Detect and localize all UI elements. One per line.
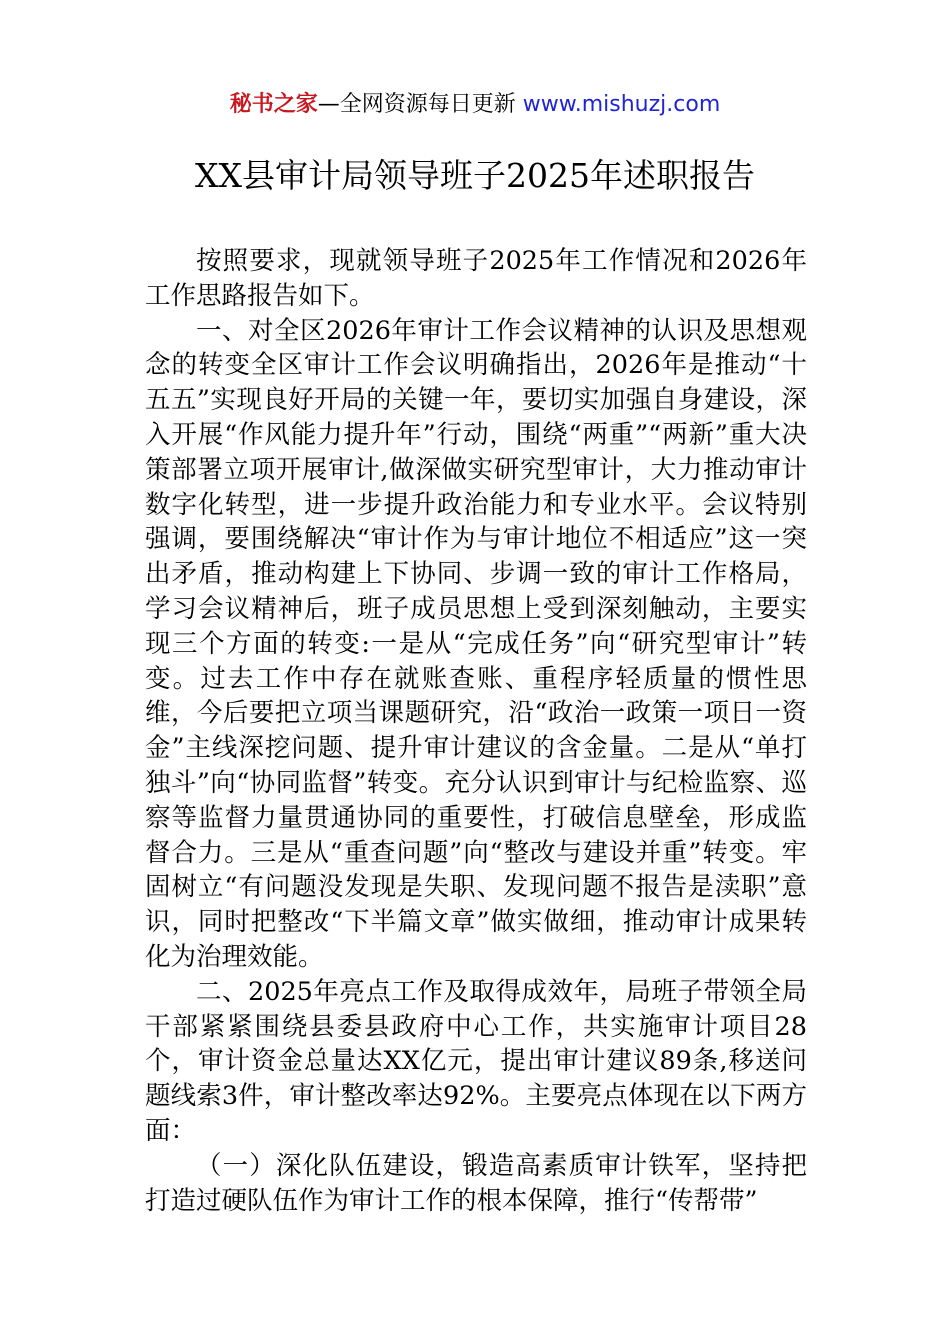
paragraph-intro: 按照要求，现就领导班子2025年工作情况和2026年工作思路报告如下。: [145, 246, 807, 311]
document-body: [145, 244, 807, 1218]
site-url-link[interactable]: www.mishuzj.com: [522, 92, 721, 117]
brand-name: 秘书之家: [229, 92, 318, 117]
paragraph-subsection-1: （一）深化队伍建设，锻造高素质审计铁军，坚持把打造过硬队伍作为审计工作的根本保障，推行“传帮带”: [145, 1150, 807, 1216]
site-tagline: —全网资源每日更新: [317, 92, 523, 117]
paragraph-section-2: 二、2025年亮点工作及取得成效年，局班子带领全局干部紧紧围绕县委县政府中心工作，共实施审计项目28个，审计资金总量达XX亿元，提出审计建议89条,移送问题线索3件，审计整改率达92%。主要亮点体现在以下两方面：: [145, 976, 807, 1146]
paragraph-section-1: 一、对全区2026年审计工作会议精神的认识及思想观念的转变全区审计工作会议明确指出，2026年是推动“十五五”实现良好开局的关键一年，要切实加强自身建设，深入开展“作风能力提升年”行动，围绕“两重”“两新”重大决策部署立项开展审计,做深做实研究型审计，大力推动审计数字化转型，进一步提升政治能力和专业水平。会议特别强调，要围绕解决“审计作为与审计地位不相适应”这一突出矛盾，推动构建上下协同、步调一致的审计工作格局，学习会议精神后，班子成员思想上受到深刻触动，主要实现三个方面的转变:一是从“完成任务”向“研究型审计”转变。过去工作中存在就账查账、重程序轻质量的惯性思维，今后要把立项当课题研究，沿“政治一政策一项日一资金”主线深挖问题、提升审计建议的含金量。二是从“单打独斗”向“协同监督”转变。充分认识到审计与纪检监察、巡察等监督力量贯通协同的重要性，打破信息壁垒，形成监督合力。三是从“重查问题”向“整改与建设并重”转变。牢固树立“有问题没发现是失职、发现问题不报告是渎职”意识，同时把整改“下半篇文章”做实做细，推动审计成果转化为治理效能。: [145, 315, 807, 972]
site-header: [0, 88, 950, 122]
document-title: XX县审计局领导班子2025年述职报告: [195, 156, 755, 195]
